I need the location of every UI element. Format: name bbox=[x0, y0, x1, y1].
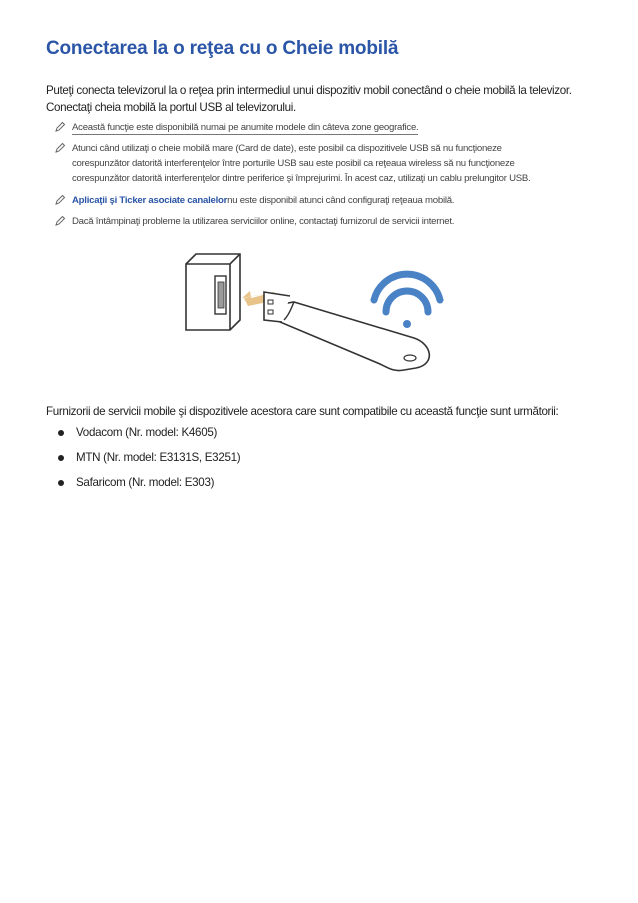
provider-safaricom: Safaricom (Nr. model: E303) bbox=[76, 476, 215, 489]
bullet-icon bbox=[58, 455, 64, 461]
pencil-note-icon bbox=[54, 215, 66, 227]
intro-line-2: Conectaţi cheia mobilă la portul USB al televizorului. bbox=[46, 101, 296, 114]
note-4-text: Dacă întâmpinaţi probleme la utilizarea serviciilor online, contactaţi furnizorul de servicii internet. bbox=[72, 216, 455, 227]
pencil-note-icon bbox=[54, 142, 66, 154]
list-item bbox=[58, 425, 240, 450]
note-3-text: nu este disponibil atunci când configuraţi reţeaua mobilă. bbox=[227, 195, 455, 206]
pencil-note-icon bbox=[54, 121, 66, 133]
wifi-icon bbox=[374, 274, 440, 328]
note-1-text: Această funcţie este disponibilă numai pe anumite modele din câteva zone geografice. bbox=[72, 122, 419, 133]
bullet-icon bbox=[58, 480, 64, 486]
provider-mtn: MTN (Nr. model: E3131S, E3251) bbox=[76, 451, 241, 464]
provider-vodacom: Vodacom (Nr. model: K4605) bbox=[76, 426, 218, 439]
note-2-line-3: corespunzător datorită interferenţelor dintre periferice şi împrejurimi. În acest caz, utilizaţi un cablu prelungitor USB. bbox=[72, 173, 531, 184]
note-2-line-2: corespunzător datorită interferenţelor între porturile USB sau este posibil ca reţeaua wireless să nu funcţioneze bbox=[72, 158, 515, 169]
list-item bbox=[58, 475, 240, 500]
usb-port-icon bbox=[186, 254, 240, 330]
intro-paragraph bbox=[46, 82, 596, 116]
list-item bbox=[58, 450, 240, 475]
provider-list bbox=[58, 425, 240, 500]
bullet-icon bbox=[58, 430, 64, 436]
page-title: Conectarea la o reţea cu o Cheie mobilă bbox=[46, 38, 399, 59]
compatible-providers-lead: Furnizorii de servicii mobile şi dispozitivele acestora care sunt compatibile cu această funcţie sunt următorii: bbox=[46, 405, 559, 418]
intro-line-1: Puteţi conecta televizorul la o reţea prin intermediul unui dispozitiv mobil conectând o cheie mobilă la televizor. bbox=[46, 84, 572, 97]
note-2-line-1: Atunci când utilizaţi o cheie mobilă mare (Card de date), este posibil ca dispozitivele USB să nu funcţioneze bbox=[72, 143, 502, 154]
ticker-link[interactable]: Aplicaţii şi Ticker asociate canalelor bbox=[72, 195, 228, 206]
usb-dongle-icon bbox=[264, 292, 429, 371]
pencil-note-icon bbox=[54, 194, 66, 206]
mobile-dongle-illustration bbox=[180, 242, 460, 382]
